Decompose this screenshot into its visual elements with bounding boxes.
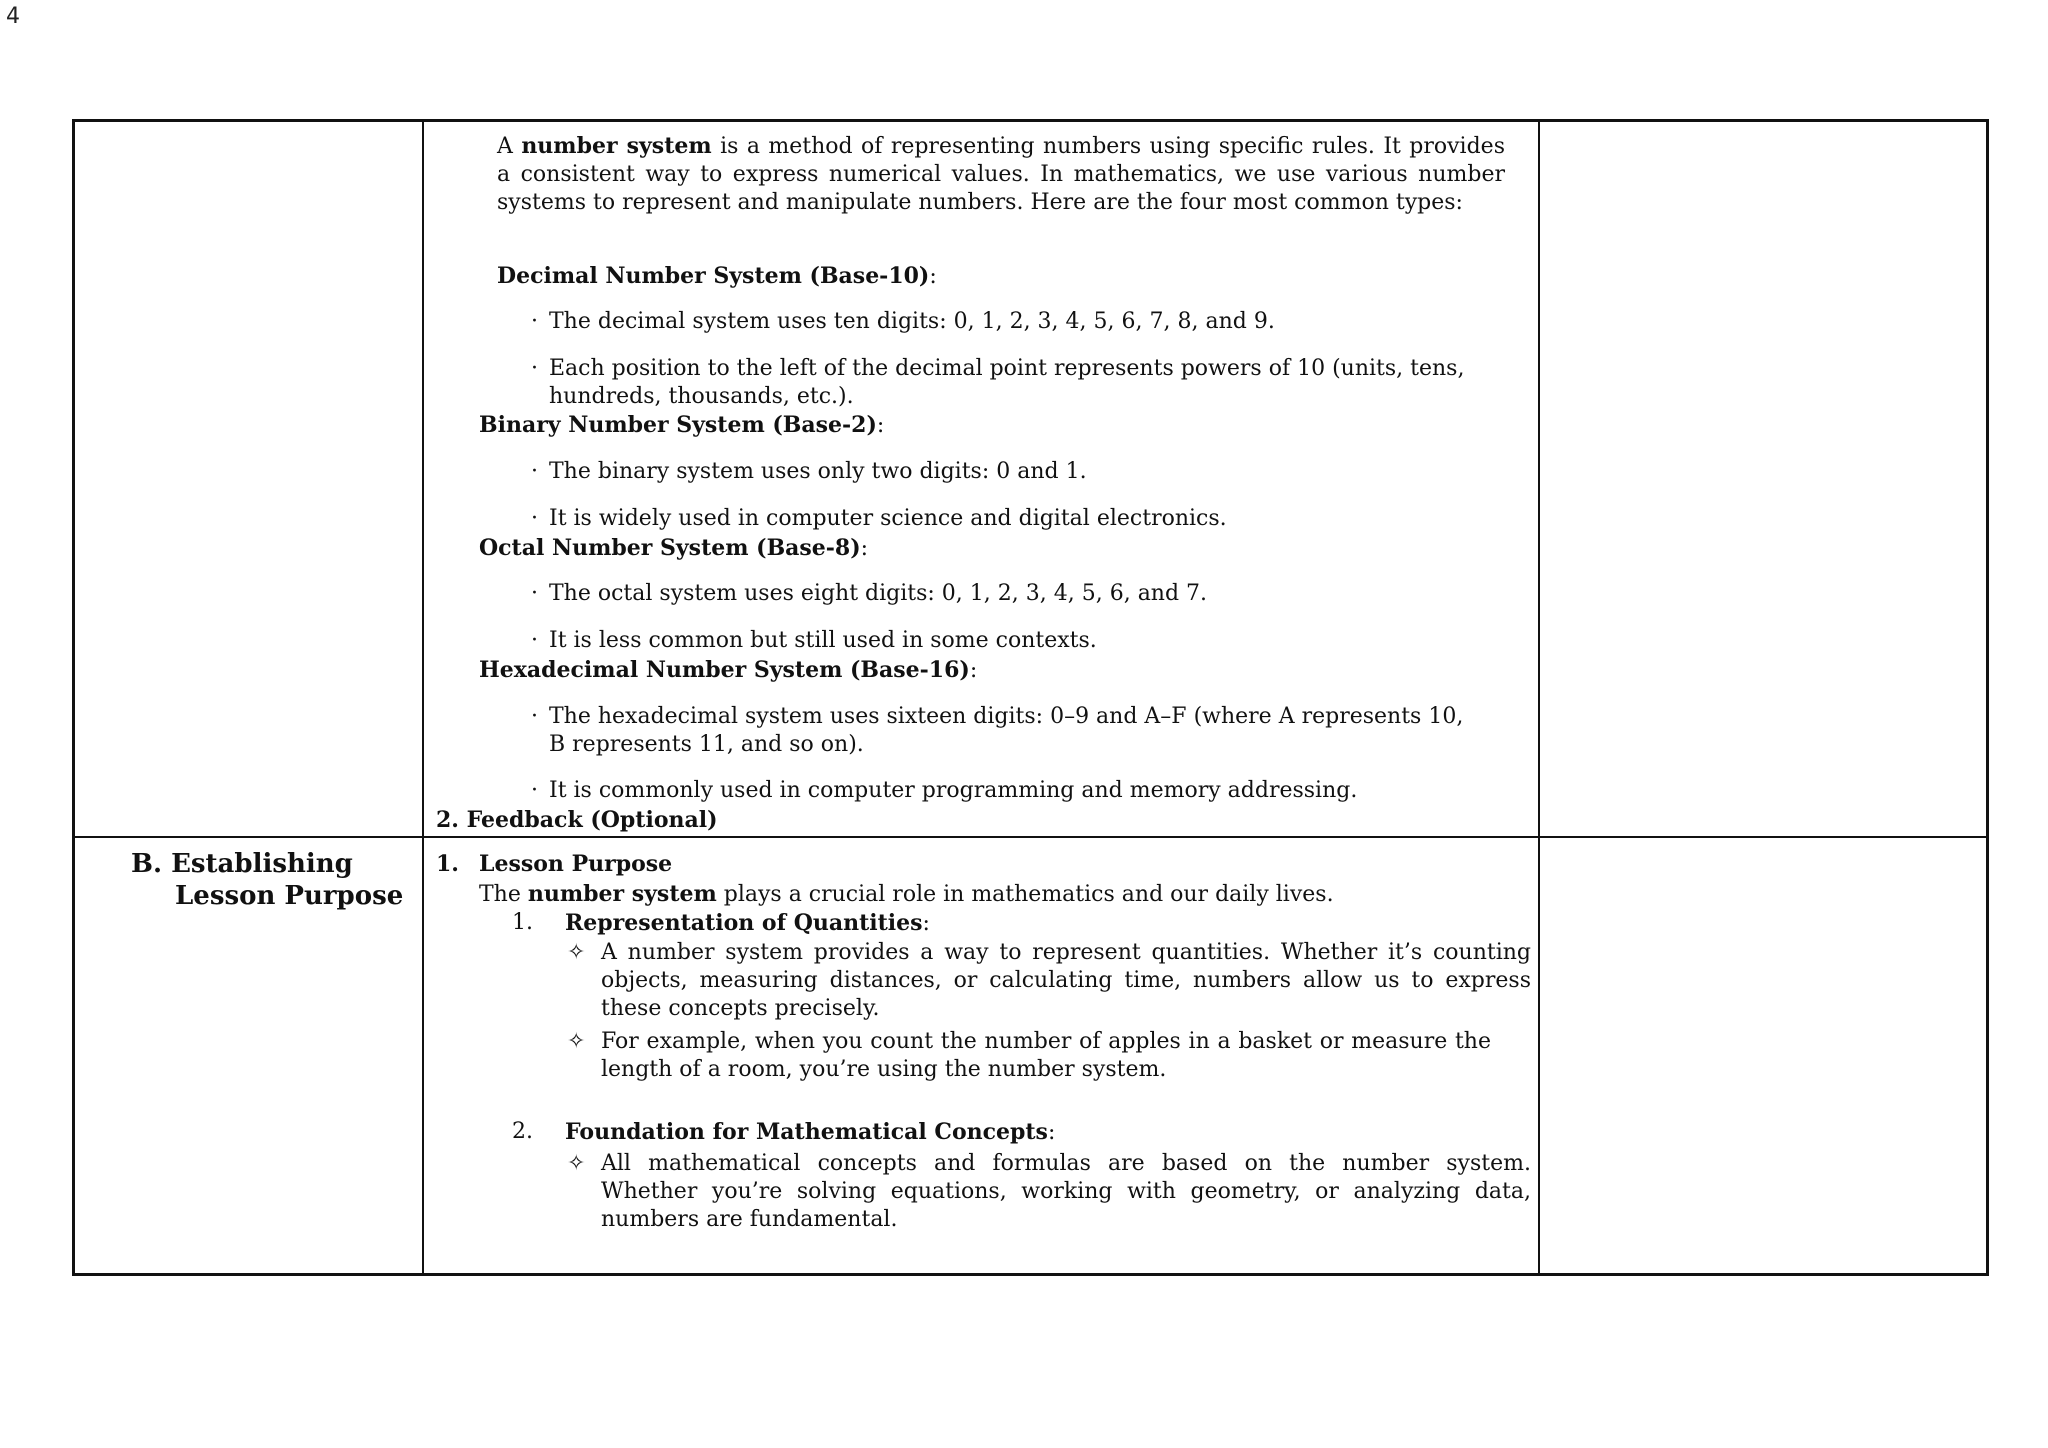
- binary-bullet-2: It is widely used in computer science and digital electronics.: [549, 506, 1227, 531]
- decimal-heading: [497, 262, 937, 291]
- intro-text-start: A: [497, 134, 522, 159]
- section-b-heading-line-2: Lesson Purpose: [175, 881, 404, 911]
- column-divider-2: [1538, 122, 1540, 1273]
- decimal-heading-colon: :: [929, 264, 937, 289]
- lesson-purpose-title: Lesson Purpose: [479, 851, 673, 877]
- intro-paragraph: [497, 132, 1505, 217]
- column-divider-1: [422, 122, 424, 1273]
- intro-text-rest: is a method of representing numbers using specific rules. It provides a consistent way to express numerical values. In mathematics, we use various number systems to represent and manipulate numbers. Here are the four most common types:: [497, 134, 1505, 215]
- intro-term: number system: [521, 133, 712, 159]
- item-1-bullet-2: For example, when you count the number of apples in a basket or measure the length of a room, you’re using the number system.: [601, 1029, 1491, 1082]
- lesson-intro-term: number system: [527, 881, 717, 907]
- octal-heading: [479, 534, 868, 563]
- feedback-heading: 2. Feedback (Optional): [436, 807, 718, 833]
- hexadecimal-bullet-1-line-1: The hexadecimal system uses sixteen digits: 0–9 and A–F (where A represents 10,: [549, 704, 1464, 729]
- bullet-icon: ·: [531, 704, 538, 729]
- lesson-purpose-intro: [479, 880, 1334, 909]
- diamond-bullet-icon: ✧: [567, 1151, 586, 1176]
- diamond-bullet-icon: ✧: [567, 940, 586, 965]
- item-1-title-text: Representation of Quantities: [565, 910, 923, 936]
- bullet-icon: ·: [531, 506, 538, 531]
- lesson-intro-rest: plays a crucial role in mathematics and our daily lives.: [716, 882, 1334, 907]
- item-2-title: [565, 1118, 1055, 1147]
- octal-heading-colon: :: [860, 536, 869, 561]
- hexadecimal-heading-colon: :: [969, 658, 978, 683]
- octal-heading-text: Octal Number System (Base-8): [479, 535, 861, 561]
- decimal-bullet-2-line-1: Each position to the left of the decimal point represents powers of 10 (units, tens,: [549, 356, 1465, 381]
- item-2-title-text: Foundation for Mathematical Concepts: [565, 1119, 1048, 1145]
- octal-bullet-2: It is less common but still used in some contexts.: [549, 628, 1097, 653]
- bullet-icon: ·: [531, 356, 538, 381]
- hexadecimal-heading-text: Hexadecimal Number System (Base-16): [479, 657, 970, 683]
- lesson-purpose-number: 1.: [436, 851, 459, 877]
- bullet-icon: ·: [531, 309, 538, 334]
- item-2-number: 2.: [512, 1119, 533, 1144]
- hexadecimal-heading: [479, 656, 977, 685]
- item-2-title-colon: :: [1047, 1120, 1056, 1145]
- bullet-icon: ·: [531, 778, 538, 803]
- binary-heading: [479, 411, 884, 440]
- binary-heading-text: Binary Number System (Base-2): [479, 412, 877, 438]
- lesson-intro-start: The: [479, 882, 528, 907]
- decimal-heading-text: Decimal Number System (Base-10): [497, 263, 930, 289]
- octal-bullet-1: The octal system uses eight digits: 0, 1, 2, 3, 4, 5, 6, and 7.: [549, 581, 1208, 606]
- item-1-bullet-1: A number system provides a way to represent quantities. Whether it’s counting objects, measuring distances, or calculating time, numbers allow us to express these concepts precisely.: [601, 940, 1531, 1021]
- item-1-title-colon: :: [922, 911, 930, 936]
- page-number: 4: [6, 4, 20, 29]
- bullet-icon: ·: [531, 581, 538, 606]
- item-1-number: 1.: [512, 910, 533, 935]
- decimal-bullet-1: The decimal system uses ten digits: 0, 1, 2, 3, 4, 5, 6, 7, 8, and 9.: [549, 309, 1275, 334]
- decimal-bullet-2-line-2: hundreds, thousands, etc.).: [549, 384, 854, 409]
- item-1-title: [565, 909, 930, 938]
- diamond-bullet-icon: ✧: [567, 1029, 586, 1054]
- hexadecimal-bullet-1-line-2: B represents 11, and so on).: [549, 732, 864, 757]
- hexadecimal-bullet-2: It is commonly used in computer programming and memory addressing.: [549, 778, 1358, 803]
- binary-heading-colon: :: [876, 413, 885, 438]
- section-b-heading-line-1: B. Establishing: [131, 849, 353, 879]
- binary-bullet-1: The binary system uses only two digits: 0 and 1.: [549, 459, 1087, 484]
- item-2-bullet-1: All mathematical concepts and formulas are based on the number system. Whether you’re solving equations, working with geometry, or analyzing data, numbers are fundamental.: [601, 1151, 1531, 1232]
- bullet-icon: ·: [531, 628, 538, 653]
- row-divider: [75, 836, 1986, 838]
- lesson-plan-table: [72, 119, 1989, 1276]
- bullet-icon: ·: [531, 459, 538, 484]
